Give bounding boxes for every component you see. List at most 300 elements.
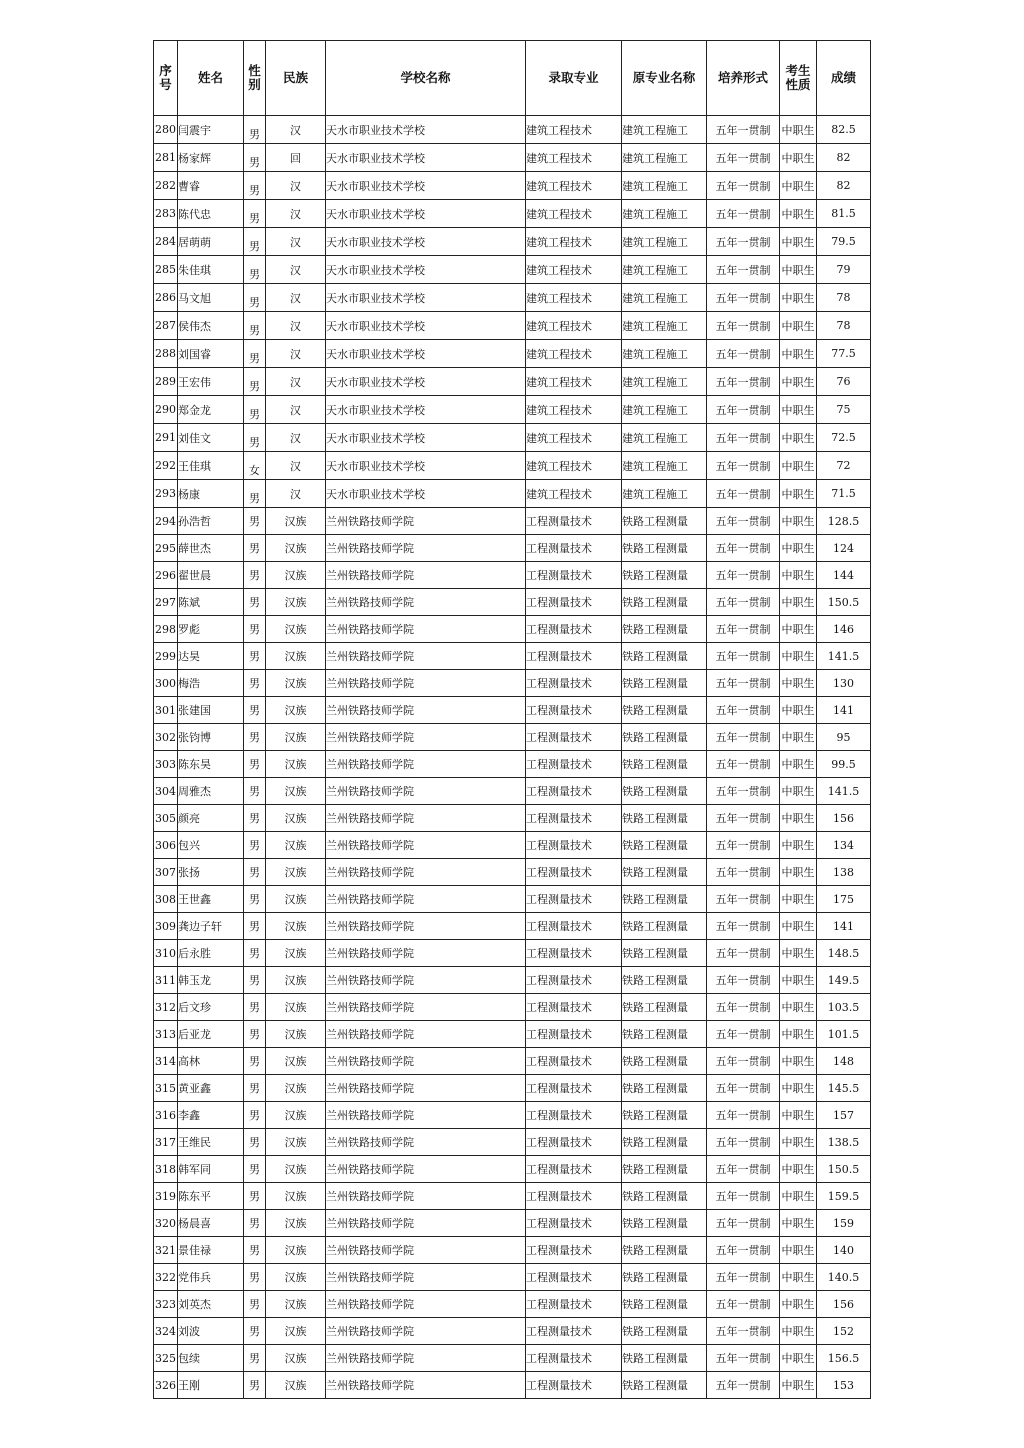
admission-table bbox=[153, 40, 871, 1399]
cell-original-major: 铁路工程测量 bbox=[622, 724, 707, 751]
cell-original-major: 铁路工程测量 bbox=[622, 994, 707, 1021]
cell-name: 翟世晨 bbox=[178, 562, 244, 589]
cell-ethnicity: 汉族 bbox=[266, 1345, 326, 1372]
header-score: 成绩 bbox=[817, 41, 871, 116]
cell-name: 梅浩 bbox=[178, 670, 244, 697]
cell-ethnicity: 汉 bbox=[266, 200, 326, 228]
table-row bbox=[154, 1264, 871, 1291]
cell-school: 兰州铁路技师学院 bbox=[326, 1210, 526, 1237]
cell-sex: 男 bbox=[244, 643, 266, 670]
cell-score: 103.5 bbox=[817, 994, 871, 1021]
cell-score: 134 bbox=[817, 832, 871, 859]
cell-candidate-type: 中职生 bbox=[780, 562, 817, 589]
cell-ethnicity: 汉族 bbox=[266, 751, 326, 778]
cell-name: 陈东昊 bbox=[178, 751, 244, 778]
cell-candidate-type: 中职生 bbox=[780, 1345, 817, 1372]
cell-sex: 男 bbox=[244, 994, 266, 1021]
cell-training-form: 五年一贯制 bbox=[707, 751, 780, 778]
cell-school: 兰州铁路技师学院 bbox=[326, 1021, 526, 1048]
cell-sex: 男 bbox=[244, 1075, 266, 1102]
cell-candidate-type: 中职生 bbox=[780, 724, 817, 751]
cell-ethnicity: 汉族 bbox=[266, 967, 326, 994]
cell-training-form: 五年一贯制 bbox=[707, 368, 780, 396]
cell-candidate-type: 中职生 bbox=[780, 1048, 817, 1075]
cell-sex: 男 bbox=[244, 340, 266, 368]
cell-school: 兰州铁路技师学院 bbox=[326, 1345, 526, 1372]
cell-name: 韩军同 bbox=[178, 1156, 244, 1183]
cell-sex: 男 bbox=[244, 480, 266, 508]
cell-major: 工程测量技术 bbox=[526, 562, 622, 589]
cell-sex: 男 bbox=[244, 1237, 266, 1264]
cell-no: 315 bbox=[154, 1075, 178, 1102]
cell-original-major: 铁路工程测量 bbox=[622, 1075, 707, 1102]
cell-original-major: 铁路工程测量 bbox=[622, 616, 707, 643]
cell-training-form: 五年一贯制 bbox=[707, 805, 780, 832]
cell-candidate-type: 中职生 bbox=[780, 616, 817, 643]
cell-ethnicity: 汉 bbox=[266, 424, 326, 452]
table-row bbox=[154, 859, 871, 886]
cell-candidate-type: 中职生 bbox=[780, 508, 817, 535]
cell-score: 141.5 bbox=[817, 778, 871, 805]
cell-training-form: 五年一贯制 bbox=[707, 1345, 780, 1372]
cell-score: 78 bbox=[817, 312, 871, 340]
cell-name: 刘佳文 bbox=[178, 424, 244, 452]
cell-school: 兰州铁路技师学院 bbox=[326, 589, 526, 616]
cell-candidate-type: 中职生 bbox=[780, 643, 817, 670]
cell-training-form: 五年一贯制 bbox=[707, 480, 780, 508]
cell-no: 319 bbox=[154, 1183, 178, 1210]
cell-candidate-type: 中职生 bbox=[780, 256, 817, 284]
table-row bbox=[154, 778, 871, 805]
cell-major: 工程测量技术 bbox=[526, 670, 622, 697]
cell-ethnicity: 汉族 bbox=[266, 697, 326, 724]
cell-ethnicity: 汉 bbox=[266, 284, 326, 312]
cell-candidate-type: 中职生 bbox=[780, 778, 817, 805]
cell-major: 工程测量技术 bbox=[526, 508, 622, 535]
cell-original-major: 铁路工程测量 bbox=[622, 562, 707, 589]
cell-training-form: 五年一贯制 bbox=[707, 1210, 780, 1237]
cell-candidate-type: 中职生 bbox=[780, 832, 817, 859]
cell-no: 321 bbox=[154, 1237, 178, 1264]
cell-no: 308 bbox=[154, 886, 178, 913]
cell-training-form: 五年一贯制 bbox=[707, 340, 780, 368]
cell-school: 天水市职业技术学校 bbox=[326, 396, 526, 424]
cell-school: 兰州铁路技师学院 bbox=[326, 967, 526, 994]
cell-training-form: 五年一贯制 bbox=[707, 886, 780, 913]
table-row bbox=[154, 144, 871, 172]
cell-candidate-type: 中职生 bbox=[780, 1237, 817, 1264]
cell-score: 140.5 bbox=[817, 1264, 871, 1291]
cell-sex: 男 bbox=[244, 805, 266, 832]
cell-school: 兰州铁路技师学院 bbox=[326, 913, 526, 940]
cell-school: 兰州铁路技师学院 bbox=[326, 1291, 526, 1318]
cell-training-form: 五年一贯制 bbox=[707, 1183, 780, 1210]
cell-original-major: 铁路工程测量 bbox=[622, 1291, 707, 1318]
cell-training-form: 五年一贯制 bbox=[707, 1318, 780, 1345]
cell-sex: 男 bbox=[244, 312, 266, 340]
cell-no: 322 bbox=[154, 1264, 178, 1291]
table-row bbox=[154, 697, 871, 724]
cell-sex: 男 bbox=[244, 1372, 266, 1399]
table-row bbox=[154, 452, 871, 480]
cell-no: 285 bbox=[154, 256, 178, 284]
cell-training-form: 五年一贯制 bbox=[707, 859, 780, 886]
cell-major: 建筑工程技术 bbox=[526, 172, 622, 200]
cell-candidate-type: 中职生 bbox=[780, 452, 817, 480]
table-row bbox=[154, 1048, 871, 1075]
cell-candidate-type: 中职生 bbox=[780, 1075, 817, 1102]
cell-original-major: 建筑工程施工 bbox=[622, 480, 707, 508]
cell-training-form: 五年一贯制 bbox=[707, 1048, 780, 1075]
header-training-form: 培养形式 bbox=[707, 41, 780, 116]
cell-sex: 男 bbox=[244, 724, 266, 751]
cell-name: 侯伟杰 bbox=[178, 312, 244, 340]
cell-major: 工程测量技术 bbox=[526, 616, 622, 643]
cell-training-form: 五年一贯制 bbox=[707, 200, 780, 228]
cell-sex: 男 bbox=[244, 200, 266, 228]
cell-original-major: 铁路工程测量 bbox=[622, 751, 707, 778]
cell-candidate-type: 中职生 bbox=[780, 284, 817, 312]
table-row bbox=[154, 994, 871, 1021]
cell-major: 工程测量技术 bbox=[526, 1264, 622, 1291]
cell-major: 建筑工程技术 bbox=[526, 452, 622, 480]
cell-no: 305 bbox=[154, 805, 178, 832]
header-no bbox=[154, 41, 178, 116]
cell-name: 高林 bbox=[178, 1048, 244, 1075]
cell-score: 148.5 bbox=[817, 940, 871, 967]
cell-name: 包兴 bbox=[178, 832, 244, 859]
cell-major: 工程测量技术 bbox=[526, 535, 622, 562]
cell-ethnicity: 汉族 bbox=[266, 886, 326, 913]
cell-ethnicity: 汉 bbox=[266, 368, 326, 396]
cell-major: 建筑工程技术 bbox=[526, 284, 622, 312]
cell-candidate-type: 中职生 bbox=[780, 589, 817, 616]
cell-candidate-type: 中职生 bbox=[780, 1156, 817, 1183]
cell-score: 99.5 bbox=[817, 751, 871, 778]
cell-major: 工程测量技术 bbox=[526, 1372, 622, 1399]
cell-training-form: 五年一贯制 bbox=[707, 724, 780, 751]
cell-ethnicity: 汉族 bbox=[266, 1372, 326, 1399]
cell-candidate-type: 中职生 bbox=[780, 859, 817, 886]
cell-no: 292 bbox=[154, 452, 178, 480]
cell-training-form: 五年一贯制 bbox=[707, 670, 780, 697]
cell-score: 130 bbox=[817, 670, 871, 697]
cell-sex: 男 bbox=[244, 1021, 266, 1048]
cell-name: 王宏伟 bbox=[178, 368, 244, 396]
cell-school: 天水市职业技术学校 bbox=[326, 340, 526, 368]
cell-school: 天水市职业技术学校 bbox=[326, 480, 526, 508]
cell-ethnicity: 汉族 bbox=[266, 1210, 326, 1237]
cell-major: 工程测量技术 bbox=[526, 1102, 622, 1129]
cell-school: 兰州铁路技师学院 bbox=[326, 724, 526, 751]
cell-score: 72.5 bbox=[817, 424, 871, 452]
table-row bbox=[154, 1291, 871, 1318]
cell-school: 天水市职业技术学校 bbox=[326, 424, 526, 452]
cell-school: 兰州铁路技师学院 bbox=[326, 778, 526, 805]
cell-original-major: 建筑工程施工 bbox=[622, 452, 707, 480]
cell-sex: 男 bbox=[244, 535, 266, 562]
cell-training-form: 五年一贯制 bbox=[707, 994, 780, 1021]
cell-candidate-type: 中职生 bbox=[780, 940, 817, 967]
cell-school: 兰州铁路技师学院 bbox=[326, 994, 526, 1021]
cell-sex: 男 bbox=[244, 562, 266, 589]
cell-school: 兰州铁路技师学院 bbox=[326, 1048, 526, 1075]
cell-name: 马文旭 bbox=[178, 284, 244, 312]
cell-score: 81.5 bbox=[817, 200, 871, 228]
cell-ethnicity: 汉族 bbox=[266, 913, 326, 940]
header-candidate-type bbox=[780, 41, 817, 116]
cell-sex: 男 bbox=[244, 1183, 266, 1210]
cell-major: 工程测量技术 bbox=[526, 778, 622, 805]
cell-no: 301 bbox=[154, 697, 178, 724]
cell-training-form: 五年一贯制 bbox=[707, 452, 780, 480]
cell-score: 128.5 bbox=[817, 508, 871, 535]
table-row bbox=[154, 805, 871, 832]
cell-score: 95 bbox=[817, 724, 871, 751]
cell-school: 兰州铁路技师学院 bbox=[326, 643, 526, 670]
table-row bbox=[154, 751, 871, 778]
cell-no: 287 bbox=[154, 312, 178, 340]
cell-school: 兰州铁路技师学院 bbox=[326, 1372, 526, 1399]
cell-score: 101.5 bbox=[817, 1021, 871, 1048]
cell-ethnicity: 汉族 bbox=[266, 1156, 326, 1183]
cell-no: 320 bbox=[154, 1210, 178, 1237]
cell-name: 达昊 bbox=[178, 643, 244, 670]
cell-training-form: 五年一贯制 bbox=[707, 508, 780, 535]
cell-training-form: 五年一贯制 bbox=[707, 1372, 780, 1399]
cell-major: 工程测量技术 bbox=[526, 643, 622, 670]
cell-sex: 男 bbox=[244, 368, 266, 396]
table-row bbox=[154, 724, 871, 751]
cell-school: 兰州铁路技师学院 bbox=[326, 562, 526, 589]
cell-training-form: 五年一贯制 bbox=[707, 589, 780, 616]
cell-no: 314 bbox=[154, 1048, 178, 1075]
cell-original-major: 铁路工程测量 bbox=[622, 1156, 707, 1183]
header-ethnicity: 民族 bbox=[266, 41, 326, 116]
cell-name: 陈代忠 bbox=[178, 200, 244, 228]
cell-ethnicity: 汉 bbox=[266, 340, 326, 368]
cell-score: 159.5 bbox=[817, 1183, 871, 1210]
cell-major: 工程测量技术 bbox=[526, 1129, 622, 1156]
cell-score: 148 bbox=[817, 1048, 871, 1075]
table-row bbox=[154, 1318, 871, 1345]
cell-ethnicity: 汉族 bbox=[266, 1021, 326, 1048]
cell-major: 建筑工程技术 bbox=[526, 396, 622, 424]
cell-original-major: 建筑工程施工 bbox=[622, 172, 707, 200]
cell-candidate-type: 中职生 bbox=[780, 116, 817, 144]
table-row bbox=[154, 535, 871, 562]
cell-ethnicity: 汉族 bbox=[266, 535, 326, 562]
cell-name: 杨家辉 bbox=[178, 144, 244, 172]
cell-sex: 男 bbox=[244, 913, 266, 940]
table-row bbox=[154, 312, 871, 340]
table-header bbox=[154, 41, 871, 116]
cell-ethnicity: 汉 bbox=[266, 452, 326, 480]
cell-training-form: 五年一贯制 bbox=[707, 1129, 780, 1156]
cell-major: 工程测量技术 bbox=[526, 1075, 622, 1102]
cell-candidate-type: 中职生 bbox=[780, 1318, 817, 1345]
cell-original-major: 铁路工程测量 bbox=[622, 535, 707, 562]
cell-no: 283 bbox=[154, 200, 178, 228]
table-row bbox=[154, 1210, 871, 1237]
table-row bbox=[154, 616, 871, 643]
cell-ethnicity: 汉族 bbox=[266, 940, 326, 967]
cell-sex: 男 bbox=[244, 940, 266, 967]
cell-major: 工程测量技术 bbox=[526, 1237, 622, 1264]
table-row bbox=[154, 368, 871, 396]
cell-candidate-type: 中职生 bbox=[780, 994, 817, 1021]
cell-school: 天水市职业技术学校 bbox=[326, 256, 526, 284]
cell-name: 颜亮 bbox=[178, 805, 244, 832]
cell-no: 295 bbox=[154, 535, 178, 562]
cell-sex: 女 bbox=[244, 452, 266, 480]
cell-name: 孙浩哲 bbox=[178, 508, 244, 535]
cell-school: 兰州铁路技师学院 bbox=[326, 1237, 526, 1264]
cell-original-major: 铁路工程测量 bbox=[622, 508, 707, 535]
header-sex bbox=[244, 41, 266, 116]
cell-ethnicity: 回 bbox=[266, 144, 326, 172]
table-row bbox=[154, 1372, 871, 1399]
cell-major: 工程测量技术 bbox=[526, 940, 622, 967]
cell-name: 黄亚鑫 bbox=[178, 1075, 244, 1102]
cell-candidate-type: 中职生 bbox=[780, 1210, 817, 1237]
cell-no: 293 bbox=[154, 480, 178, 508]
cell-name: 张扬 bbox=[178, 859, 244, 886]
cell-candidate-type: 中职生 bbox=[780, 340, 817, 368]
cell-major: 建筑工程技术 bbox=[526, 340, 622, 368]
cell-ethnicity: 汉族 bbox=[266, 994, 326, 1021]
cell-score: 157 bbox=[817, 1102, 871, 1129]
cell-candidate-type: 中职生 bbox=[780, 1129, 817, 1156]
cell-major: 工程测量技术 bbox=[526, 1156, 622, 1183]
cell-school: 天水市职业技术学校 bbox=[326, 116, 526, 144]
cell-no: 309 bbox=[154, 913, 178, 940]
cell-original-major: 铁路工程测量 bbox=[622, 913, 707, 940]
cell-score: 156 bbox=[817, 1291, 871, 1318]
cell-no: 286 bbox=[154, 284, 178, 312]
cell-sex: 男 bbox=[244, 396, 266, 424]
cell-major: 工程测量技术 bbox=[526, 967, 622, 994]
cell-training-form: 五年一贯制 bbox=[707, 1102, 780, 1129]
cell-school: 天水市职业技术学校 bbox=[326, 144, 526, 172]
cell-score: 146 bbox=[817, 616, 871, 643]
cell-ethnicity: 汉族 bbox=[266, 859, 326, 886]
cell-training-form: 五年一贯制 bbox=[707, 284, 780, 312]
cell-major: 工程测量技术 bbox=[526, 589, 622, 616]
cell-no: 317 bbox=[154, 1129, 178, 1156]
cell-no: 307 bbox=[154, 859, 178, 886]
cell-sex: 男 bbox=[244, 1210, 266, 1237]
cell-major: 工程测量技术 bbox=[526, 913, 622, 940]
cell-score: 141.5 bbox=[817, 643, 871, 670]
cell-candidate-type: 中职生 bbox=[780, 228, 817, 256]
cell-no: 302 bbox=[154, 724, 178, 751]
cell-sex: 男 bbox=[244, 1129, 266, 1156]
cell-sex: 男 bbox=[244, 144, 266, 172]
cell-ethnicity: 汉族 bbox=[266, 1237, 326, 1264]
cell-ethnicity: 汉族 bbox=[266, 643, 326, 670]
cell-ethnicity: 汉族 bbox=[266, 616, 326, 643]
cell-major: 建筑工程技术 bbox=[526, 480, 622, 508]
cell-no: 324 bbox=[154, 1318, 178, 1345]
cell-school: 兰州铁路技师学院 bbox=[326, 805, 526, 832]
cell-score: 124 bbox=[817, 535, 871, 562]
table-row bbox=[154, 886, 871, 913]
cell-name: 韩玉龙 bbox=[178, 967, 244, 994]
cell-sex: 男 bbox=[244, 589, 266, 616]
cell-original-major: 铁路工程测量 bbox=[622, 1345, 707, 1372]
cell-original-major: 建筑工程施工 bbox=[622, 228, 707, 256]
cell-name: 杨晨喜 bbox=[178, 1210, 244, 1237]
cell-score: 141 bbox=[817, 913, 871, 940]
cell-no: 325 bbox=[154, 1345, 178, 1372]
cell-training-form: 五年一贯制 bbox=[707, 1264, 780, 1291]
cell-name: 闫震宇 bbox=[178, 116, 244, 144]
cell-no: 306 bbox=[154, 832, 178, 859]
cell-ethnicity: 汉 bbox=[266, 228, 326, 256]
table-row bbox=[154, 562, 871, 589]
cell-major: 工程测量技术 bbox=[526, 1318, 622, 1345]
table-body bbox=[154, 116, 871, 1399]
cell-name: 曹睿 bbox=[178, 172, 244, 200]
cell-sex: 男 bbox=[244, 508, 266, 535]
cell-original-major: 铁路工程测量 bbox=[622, 1021, 707, 1048]
cell-candidate-type: 中职生 bbox=[780, 535, 817, 562]
cell-major: 建筑工程技术 bbox=[526, 424, 622, 452]
cell-school: 兰州铁路技师学院 bbox=[326, 670, 526, 697]
cell-name: 薛世杰 bbox=[178, 535, 244, 562]
cell-score: 153 bbox=[817, 1372, 871, 1399]
cell-original-major: 铁路工程测量 bbox=[622, 886, 707, 913]
cell-ethnicity: 汉 bbox=[266, 256, 326, 284]
cell-score: 75 bbox=[817, 396, 871, 424]
cell-candidate-type: 中职生 bbox=[780, 368, 817, 396]
cell-no: 326 bbox=[154, 1372, 178, 1399]
header-no-label: 序号 bbox=[159, 63, 172, 92]
cell-sex: 男 bbox=[244, 424, 266, 452]
table-row bbox=[154, 1075, 871, 1102]
cell-major: 建筑工程技术 bbox=[526, 368, 622, 396]
cell-candidate-type: 中职生 bbox=[780, 424, 817, 452]
cell-name: 周雅杰 bbox=[178, 778, 244, 805]
cell-training-form: 五年一贯制 bbox=[707, 697, 780, 724]
cell-no: 280 bbox=[154, 116, 178, 144]
cell-training-form: 五年一贯制 bbox=[707, 228, 780, 256]
cell-major: 工程测量技术 bbox=[526, 832, 622, 859]
cell-original-major: 铁路工程测量 bbox=[622, 1210, 707, 1237]
cell-score: 150.5 bbox=[817, 589, 871, 616]
cell-school: 兰州铁路技师学院 bbox=[326, 1183, 526, 1210]
cell-name: 张钧博 bbox=[178, 724, 244, 751]
header-major: 录取专业 bbox=[526, 41, 622, 116]
cell-name: 王世鑫 bbox=[178, 886, 244, 913]
cell-major: 建筑工程技术 bbox=[526, 116, 622, 144]
table-row bbox=[154, 284, 871, 312]
cell-name: 党伟兵 bbox=[178, 1264, 244, 1291]
header-original-major: 原专业名称 bbox=[622, 41, 707, 116]
cell-score: 140 bbox=[817, 1237, 871, 1264]
cell-candidate-type: 中职生 bbox=[780, 200, 817, 228]
cell-training-form: 五年一贯制 bbox=[707, 312, 780, 340]
cell-school: 兰州铁路技师学院 bbox=[326, 1129, 526, 1156]
cell-sex: 男 bbox=[244, 832, 266, 859]
cell-training-form: 五年一贯制 bbox=[707, 424, 780, 452]
cell-no: 282 bbox=[154, 172, 178, 200]
cell-training-form: 五年一贯制 bbox=[707, 1291, 780, 1318]
table-row bbox=[154, 967, 871, 994]
cell-name: 后文珍 bbox=[178, 994, 244, 1021]
cell-major: 工程测量技术 bbox=[526, 1210, 622, 1237]
